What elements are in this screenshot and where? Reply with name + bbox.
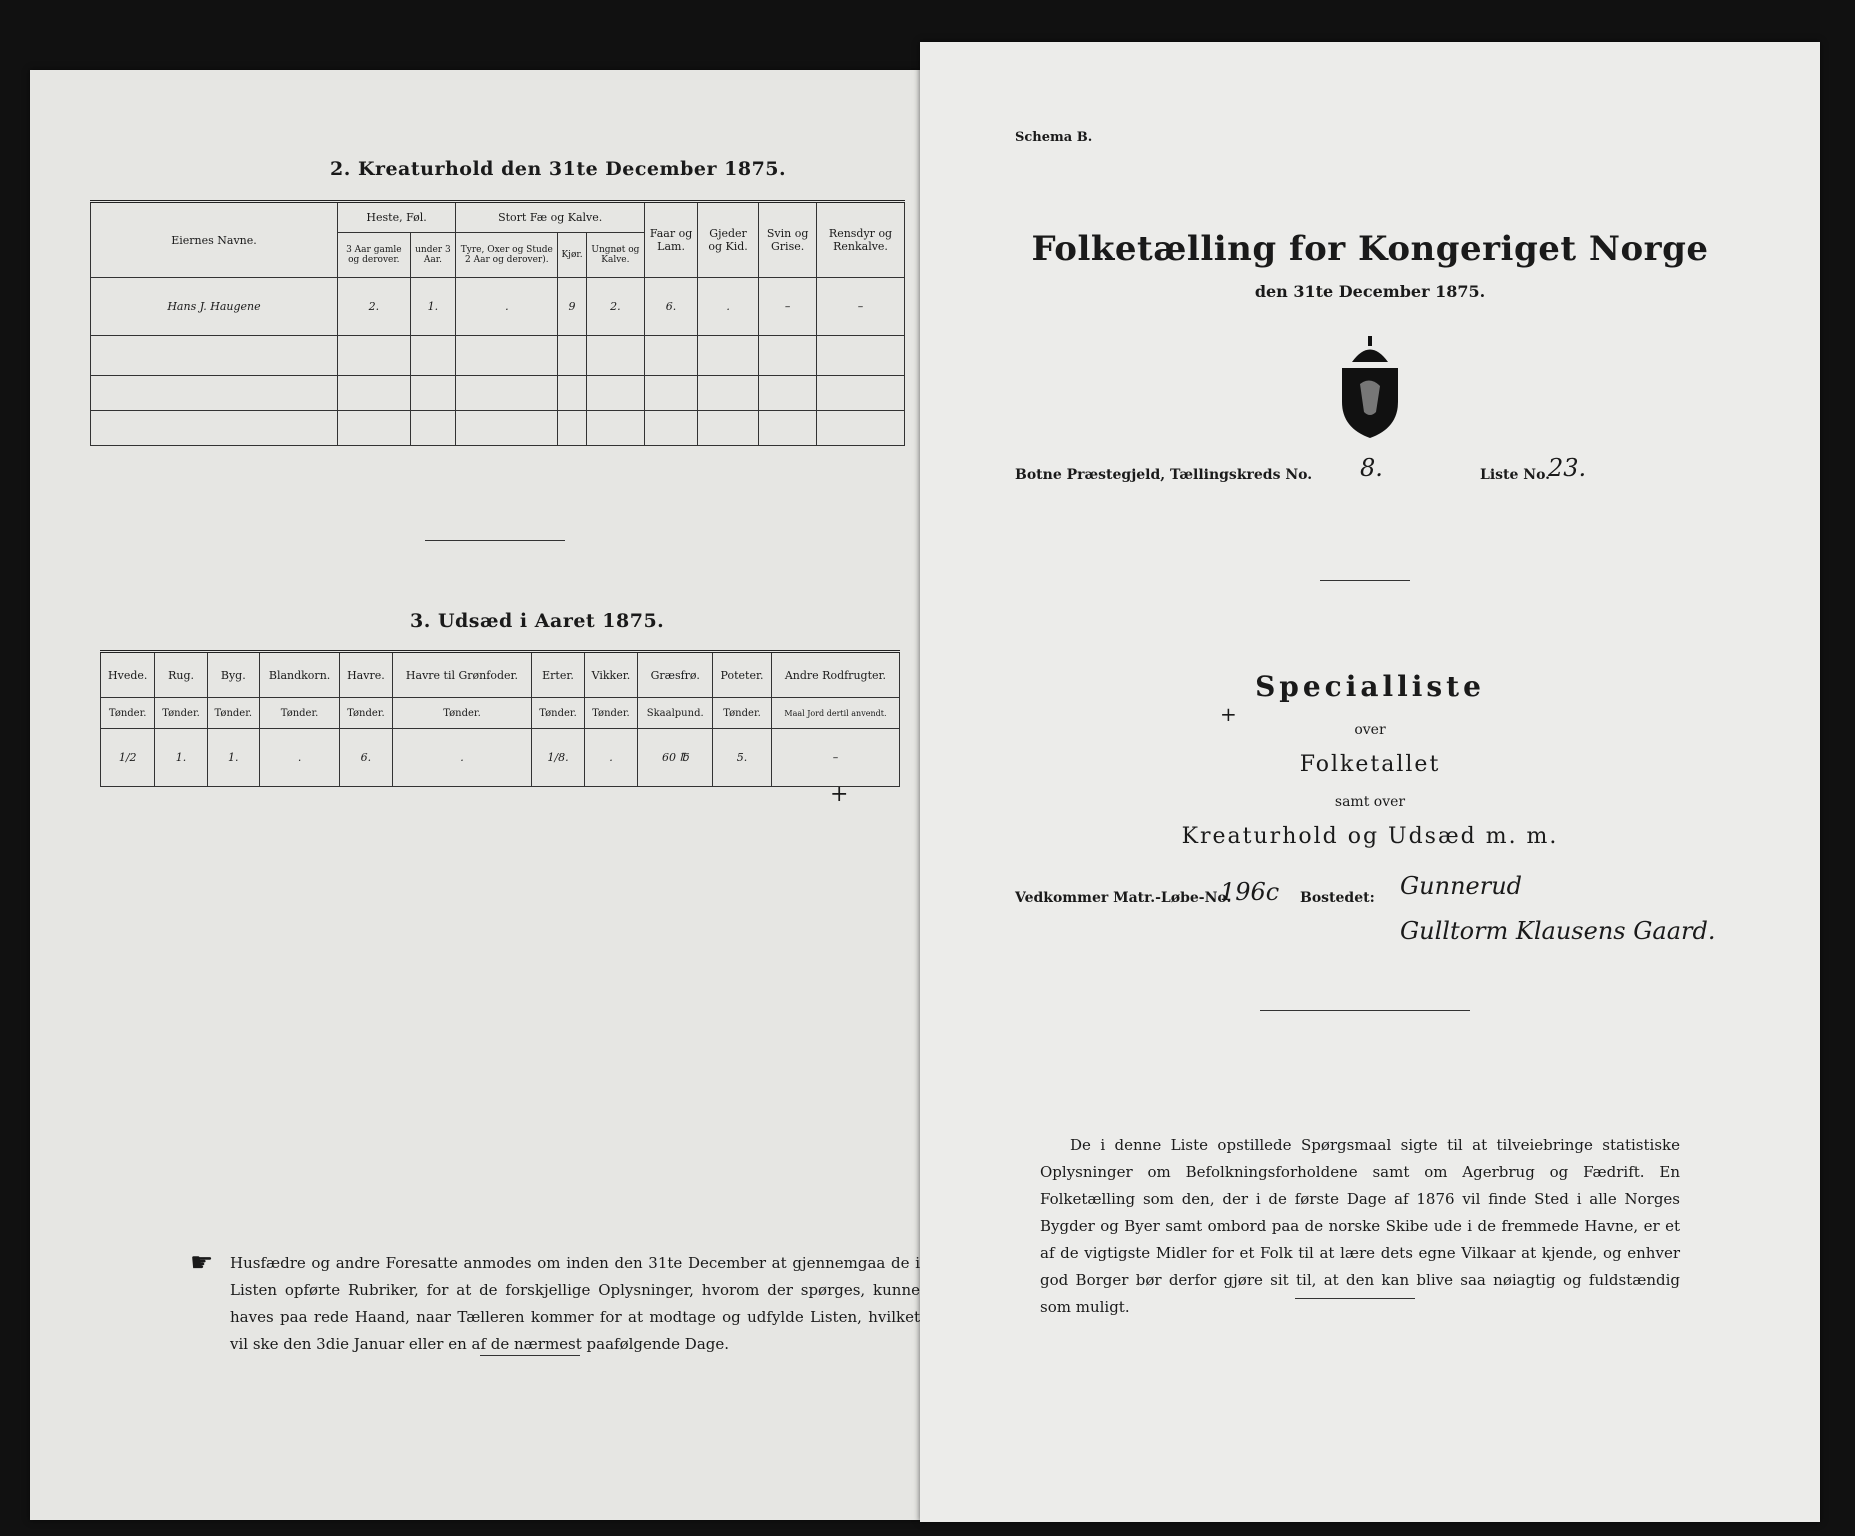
crop-header: Hvede. (101, 652, 155, 698)
divider (1320, 580, 1410, 581)
divider (1295, 1298, 1415, 1299)
crop-value: 6. (340, 729, 392, 787)
parish-label: Botne Præstegjeld, Tællingskreds No. (1015, 467, 1313, 483)
header-sheep: Faar og Lam. (645, 202, 698, 278)
crop-unit: Tønder. (584, 698, 638, 729)
page-title: Folketælling for Kongeriget Norge (1031, 229, 1709, 269)
coat-of-arms-icon (1330, 332, 1410, 442)
crop-header: Byg. (207, 652, 259, 698)
crop-header: Vikker. (584, 652, 638, 698)
table-row (91, 376, 905, 411)
crop-header: Rug. (155, 652, 207, 698)
crop-value: 5. (713, 729, 772, 787)
title-date: den 31te December 1875. (1254, 282, 1486, 301)
header-reindeer: Rensdyr og Renkalve. (817, 202, 905, 278)
crop-unit: Tønder. (713, 698, 772, 729)
schema-label: Schema B. (1015, 130, 1093, 145)
cell-reindeer: – (817, 278, 905, 336)
crop-value: . (259, 729, 339, 787)
text-samt-over: samt over (1334, 794, 1406, 810)
crop-header-row (101, 652, 900, 698)
crop-unit: Tønder. (259, 698, 339, 729)
crop-unit: Tønder. (392, 698, 532, 729)
header-bulls: Tyre, Oxer og Stude 2 Aar og derover). (456, 233, 558, 278)
crop-value: 1. (207, 729, 259, 787)
crop-header: Poteter. (713, 652, 772, 698)
crop-unit: Tønder. (532, 698, 584, 729)
table-row (101, 729, 900, 787)
table-row (91, 278, 905, 336)
text-kreaturhold: Kreaturhold og Udsæd m. m. (1181, 824, 1559, 849)
bosted-value-2: Gulltorm Klausens Gaard. (1400, 917, 1716, 945)
crop-value: 1. (155, 729, 207, 787)
crop-value: 1/8. (532, 729, 584, 787)
header-owner: Eiernes Navne. (91, 202, 338, 278)
left-page (30, 70, 920, 1520)
bosted-value: Gunnerud (1400, 872, 1523, 900)
crop-unit-row (101, 698, 900, 729)
right-page (920, 42, 1820, 1522)
header-horses-young: under 3 Aar. (410, 233, 456, 278)
header-cows: Kjør. (558, 233, 586, 278)
header-cattle: Stort Fæ og Kalve. (456, 202, 645, 233)
crop-header: Havre til Grønfoder. (392, 652, 532, 698)
cell-cows: 9 (558, 278, 586, 336)
divider (1260, 1010, 1470, 1011)
cell-bulls: . (456, 278, 558, 336)
crop-unit: Maal Jord dertil anvendt. (771, 698, 899, 729)
pointing-hand-icon: ☛ (190, 1248, 214, 1278)
matr-value: 196c (1220, 878, 1280, 906)
header-horses: Heste, Føl. (338, 202, 456, 233)
crop-header: Andre Rodfrugter. (771, 652, 899, 698)
table-row (91, 336, 905, 376)
district-number: 8. (1360, 454, 1383, 482)
bosted-label: Bostedet: (1300, 890, 1375, 906)
crop-header: Græsfrø. (638, 652, 713, 698)
explanation-text: De i denne Liste opstillede Spørgsmaal sigte til at tilveiebringe statistiske Oplysninger om Befolkningsforholdene samt om Agerbrug og Fædrift. En Folketælling som den, der i de første Dage af 1876 vil finde Sted i alle Norges Bygder og Byer samt ombord paa de norske Skibe ude i de fremmede Havne, er et af de vigtigste Midler for et Folk til at lære dets egne Vilkaar at kjende, og enhver god Borger bør derfor gjøre sit til, at den kan blive saa nøiagtig og fuldstændig som muligt. (1040, 1136, 1680, 1316)
crop-value: . (392, 729, 532, 787)
section-3-title: 3. Udsæd i Aaret 1875. (410, 610, 665, 632)
text-folketallet: Folketallet (1299, 752, 1441, 777)
header-goats: Gjeder og Kid. (697, 202, 758, 278)
crop-unit: Skaalpund. (638, 698, 713, 729)
cell-goats: . (697, 278, 758, 336)
crop-value: . (584, 729, 638, 787)
list-label: Liste No. (1480, 467, 1551, 483)
divider (425, 540, 565, 541)
crop-unit: Tønder. (155, 698, 207, 729)
crop-header: Blandkorn. (259, 652, 339, 698)
cell-pigs: – (759, 278, 817, 336)
crop-value: 1/2 (101, 729, 155, 787)
heading-specialliste: Specialliste (1255, 670, 1485, 703)
header-horses-old: 3 Aar gamle og derover. (338, 233, 411, 278)
cross-mark: + (830, 782, 849, 807)
cell-young: 2. (586, 278, 645, 336)
crop-unit: Tønder. (101, 698, 155, 729)
header-young: Ungnøt og Kalve. (586, 233, 645, 278)
crop-header: Havre. (340, 652, 392, 698)
crop-unit: Tønder. (340, 698, 392, 729)
crop-value: 60 ℔ (638, 729, 713, 787)
section-2-title: 2. Kreaturhold den 31te December 1875. (330, 158, 787, 180)
header-pigs: Svin og Grise. (759, 202, 817, 278)
divider (480, 1355, 580, 1356)
cell-horses-old: 2. (338, 278, 411, 336)
table-row (91, 411, 905, 446)
text-over: over (1354, 722, 1386, 738)
livestock-table (90, 200, 905, 446)
crop-header: Erter. (532, 652, 584, 698)
crop-unit: Tønder. (207, 698, 259, 729)
cross-mark: + (1220, 702, 1237, 726)
list-number: 23. (1548, 454, 1587, 482)
cell-horses-young: 1. (410, 278, 456, 336)
cell-sheep: 6. (645, 278, 698, 336)
matr-label: Vedkommer Matr.-Løbe-No. (1015, 890, 1232, 906)
crop-table (100, 650, 900, 787)
notice-text: Husfædre og andre Foresatte anmodes om inden den 31te December at gjennemgaa de i Listen opførte Rubriker, for at de forskjellige Oplysninger, hvorom der spørges, kunne haves paa rede Haand, naar Tælleren kommer for at modtage og udfylde Listen, hvilket vil ske den 3die Januar eller en af de nærmest paafølgende Dage. (230, 1254, 920, 1353)
owner-name: Hans J. Haugene (91, 278, 338, 336)
crop-value: – (771, 729, 899, 787)
